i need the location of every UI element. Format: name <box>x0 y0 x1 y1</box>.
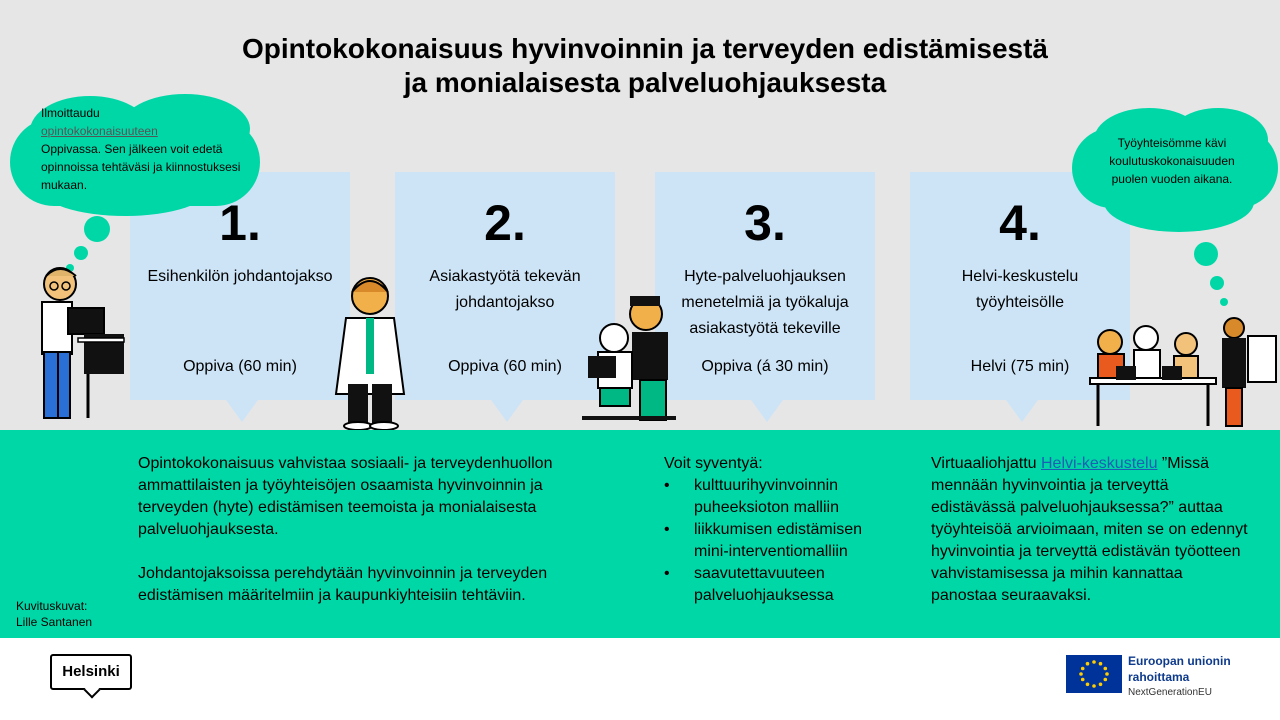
two-people-illustration <box>578 292 680 430</box>
helvi-link[interactable]: Helvi-keskustelu <box>1041 455 1158 472</box>
helvi-rest: ”Missä mennään hyvinvointia ja terveyttä edistävässä palveluohjauksessa?” auttaa työyhteisöä arvioimaan, miten se on edennyt hyvinvointia ja terveyttä edistävän työotteen vahvistamisessa ja mihin kannattaa panostaa seuraavaksi. <box>931 455 1248 604</box>
step-number: 4. <box>999 195 1041 251</box>
bubble-tail <box>751 400 783 422</box>
bubble-tail <box>491 400 523 422</box>
page-title <box>140 32 1150 100</box>
step-duration: Oppiva (á 30 min) <box>701 358 829 375</box>
list-item: • kulttuurihyvinvoinnin puheeksioton malliin <box>664 475 894 519</box>
title-line-1: Opintokokonaisuus hyvinvoinnin ja terveyden edistämisestä <box>242 33 1048 64</box>
eu-line-3: NextGenerationEU <box>1128 687 1212 698</box>
intro-paragraph-2: Johdantojaksoissa perehdytään hyvinvoinnin ja terveyden edistämisen määritelmiin ja kaupunkiyhteisiin tehtäviin. <box>138 565 548 604</box>
title-line-2: ja monialaisesta palveluohjauksesta <box>403 67 887 98</box>
step-duration: Helvi (75 min) <box>970 358 1070 375</box>
deepen-list <box>664 475 894 607</box>
right-cloud-text: Työyhteisömme kävi koulutuskokonaisuuden puolen vuoden aikana. <box>1109 136 1235 186</box>
step-number: 2. <box>484 195 526 251</box>
intro-text <box>138 453 588 607</box>
group-meeting-illustration <box>1086 316 1280 430</box>
step-name: Asiakastyötä tekevän johdantojakso <box>429 268 581 311</box>
list-item: • liikkumisen edistämisen mini-interventiomalliin <box>664 519 894 563</box>
step-number: 1. <box>219 195 261 251</box>
list-item: • saavutettavuuteen palveluohjauksessa <box>664 563 894 607</box>
credit-label: Kuvituskuvat: <box>16 599 88 613</box>
helvi-prefix: Virtuaaliohjattu <box>931 455 1041 472</box>
step-name: Hyte-palveluohjauksen menetelmiä ja työkaluja asiakastyötä tekeville <box>681 268 849 337</box>
step-name: Esihenkilön johdantojakso <box>147 268 333 285</box>
helvi-text <box>931 453 1251 607</box>
step-duration: Oppiva (60 min) <box>448 358 562 375</box>
step-name: Helvi-keskustelu työyhteisölle <box>961 268 1079 311</box>
eu-line-2: rahoittama <box>1128 670 1190 684</box>
doctor-illustration <box>322 274 420 430</box>
illustration-credit <box>16 598 92 630</box>
bubble-tail <box>226 400 258 422</box>
step-card-3 <box>655 172 875 400</box>
intro-paragraph-1: Opintokokonaisuus vahvistaa sosiaali- ja terveydenhuollon ammattilaisten ja työyhteisöjen osaamista hyvinvoinnin ja terveyden (hyte) edistämisen teemoista ja monialaisesta palveluohjauksesta. <box>138 455 553 538</box>
eu-flag-icon <box>1066 655 1122 693</box>
eu-funding-label <box>1128 653 1231 701</box>
helsinki-logo: Helsinki <box>50 654 132 690</box>
deepen-section <box>664 453 894 607</box>
step-duration: Oppiva (60 min) <box>183 358 297 375</box>
enroll-link[interactable]: opintokokonaisuuteen <box>41 124 158 138</box>
person-at-laptop-illustration <box>18 262 133 430</box>
bubble-tail <box>1006 400 1038 422</box>
cloud-text-line: Ilmoittaudu <box>41 106 100 120</box>
deepen-title: Voit syventyä: <box>664 455 763 472</box>
cloud-text-rest: Oppivassa. Sen jälkeen voit edetä opinnoissa tehtäväsi ja kiinnostuksesi mukaan. <box>41 142 241 192</box>
eu-line-1: Euroopan unionin <box>1128 654 1231 668</box>
step-number: 3. <box>744 195 786 251</box>
credit-name: Lille Santanen <box>16 615 93 629</box>
